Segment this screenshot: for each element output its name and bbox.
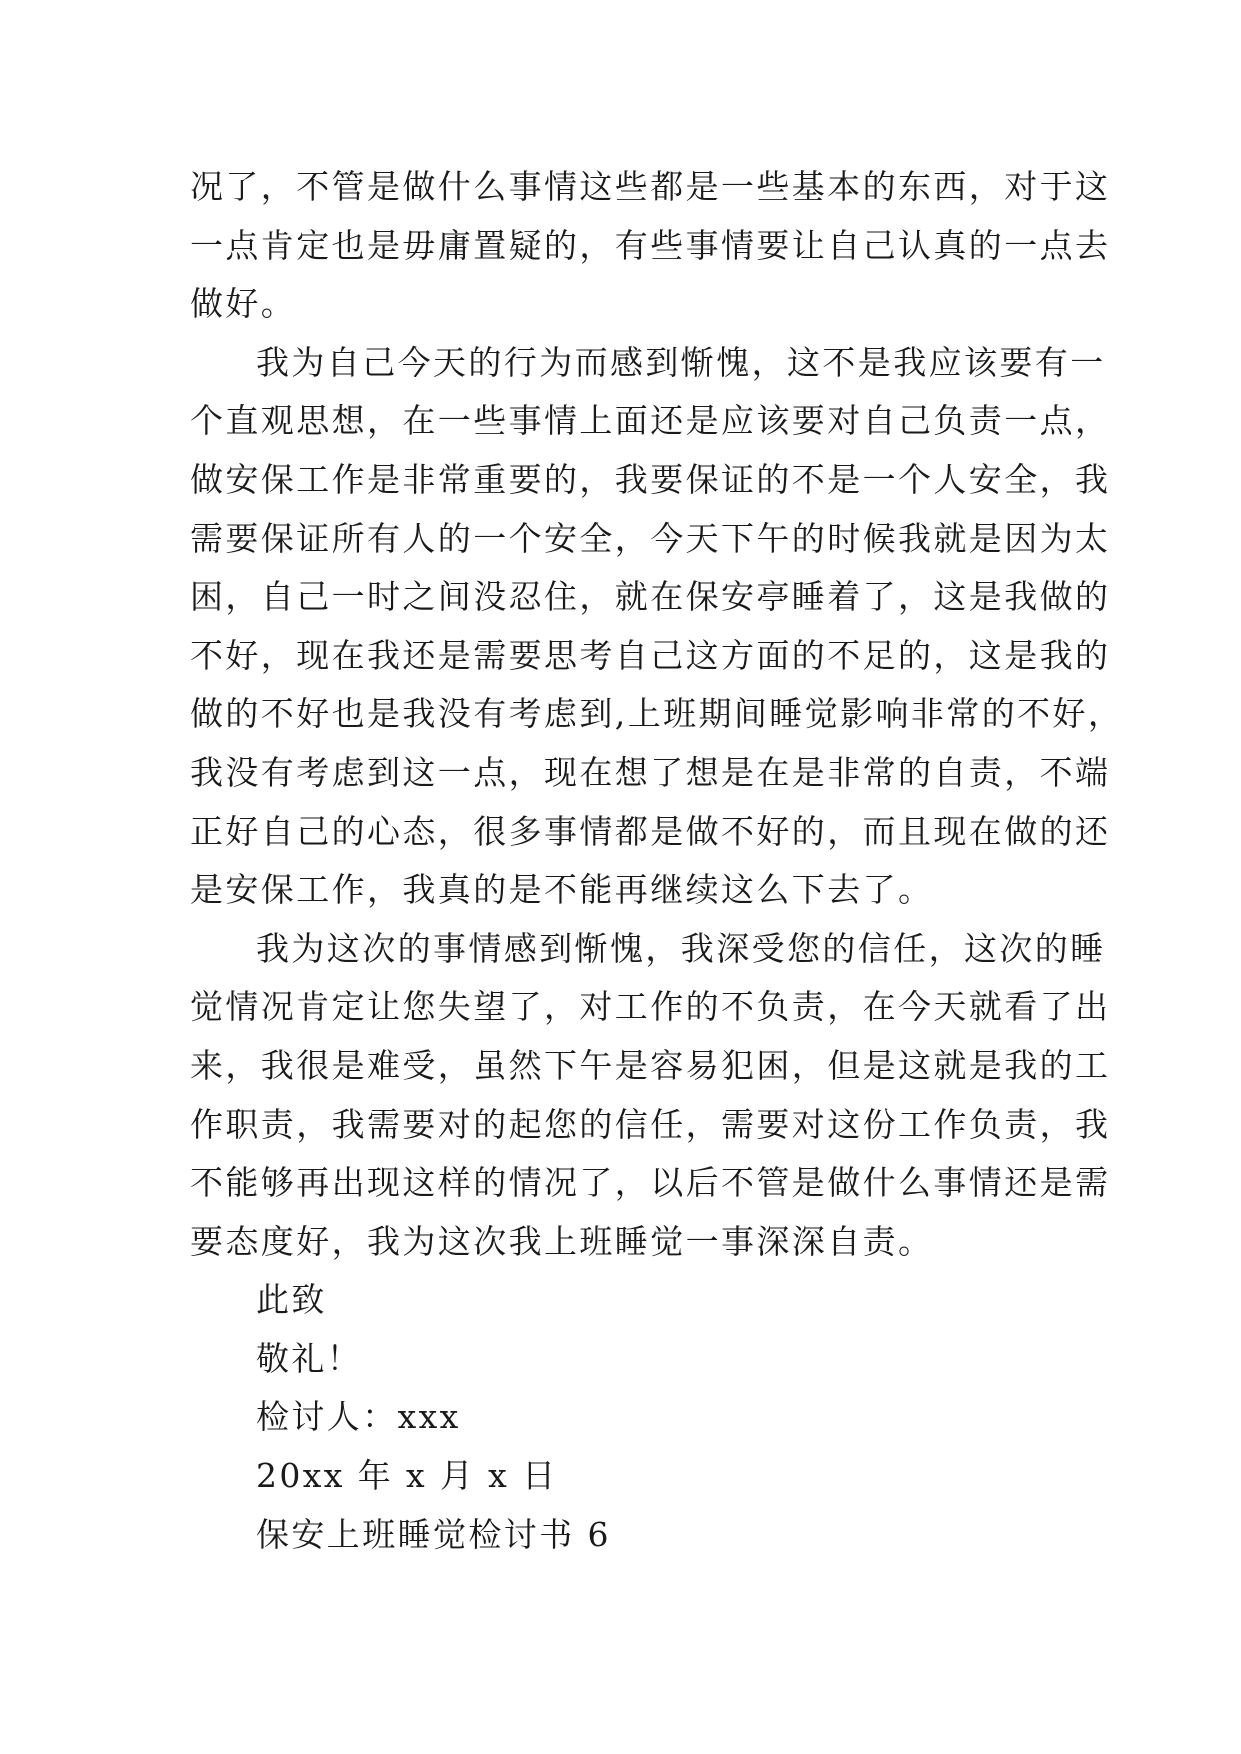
text-line: 个直观思想，在一些事情上面还是应该要对自己负责一点， bbox=[190, 401, 1111, 441]
paragraph-responsibility bbox=[190, 920, 1111, 1272]
date-line: 20xx 年 x 月 x 日 bbox=[256, 1456, 558, 1496]
text-line: 做安保工作是非常重要的，我要保证的不是一个人安全，我 bbox=[190, 459, 1111, 499]
text-line: 是安保工作，我真的是不能再继续这么下去了。 bbox=[190, 870, 934, 910]
salutation: 此致 bbox=[256, 1280, 327, 1320]
text-line: 困，自己一时之间没忍住，就在保安亭睡着了，这是我做的 bbox=[190, 577, 1111, 617]
respect-line: 敬礼！ bbox=[256, 1338, 363, 1378]
text-line: 做的不好也是我没有考虑到,上班期间睡觉影响非常的不好， bbox=[190, 694, 1124, 734]
text-line: 不好，现在我还是需要思考自己这方面的不足的，这是我的 bbox=[190, 635, 1111, 675]
paragraph-continuation bbox=[190, 158, 1111, 334]
text-line: 我没有考虑到这一点，现在想了想是在是非常的自责，不端 bbox=[190, 752, 1111, 792]
author-line: 检讨人：xxx bbox=[256, 1397, 461, 1437]
text-line: 来，我很是难受，虽然下午是容易犯困，但是这就是我的工 bbox=[190, 1045, 1111, 1085]
closing-block bbox=[190, 1271, 1060, 1564]
text-line: 做好。 bbox=[190, 284, 297, 324]
text-line: 需要保证所有人的一个安全，今天下午的时候我就是因为太 bbox=[190, 518, 1111, 558]
text-line: 况了，不管是做什么事情这些都是一些基本的东西，对于这 bbox=[190, 167, 1111, 206]
text-line: 不能够再出现这样的情况了，以后不管是做什么事情还是需 bbox=[190, 1163, 1111, 1203]
text-line: 一点肯定也是毋庸置疑的，有些事情要让自己认真的一点去 bbox=[190, 225, 1111, 265]
text-line: 我为自己今天的行为而感到惭愧，这不是我应该要有一 bbox=[256, 342, 1106, 382]
document-page bbox=[190, 158, 1124, 1564]
text-line: 觉情况肯定让您失望了，对工作的不负责，在今天就看了出 bbox=[190, 987, 1111, 1027]
text-line: 正好自己的心态，很多事情都是做不好的，而且现在做的还 bbox=[190, 811, 1111, 851]
text-line: 我为这次的事情感到惭愧，我深受您的信任，这次的睡 bbox=[256, 928, 1106, 968]
text-line: 要态度好，我为这次我上班睡觉一事深深自责。 bbox=[190, 1221, 934, 1261]
text-line: 作职责，我需要对的起您的信任，需要对这份工作负责，我 bbox=[190, 1104, 1111, 1144]
next-section-title: 保安上班睡觉检讨书 6 bbox=[256, 1514, 611, 1554]
paragraph-apology bbox=[190, 334, 1124, 920]
